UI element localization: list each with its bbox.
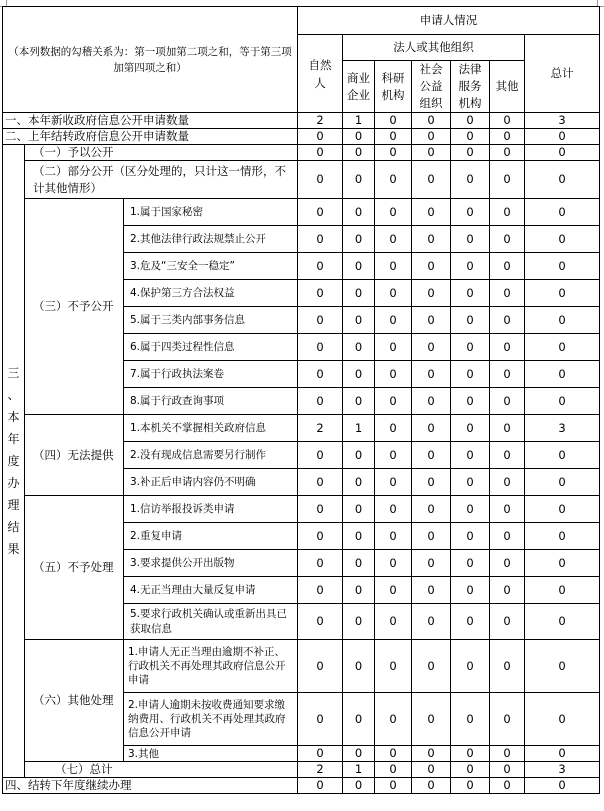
value-cell: 0 — [525, 388, 600, 415]
value-cell: 0 — [298, 226, 343, 253]
value-cell: 0 — [298, 307, 343, 334]
header-legal-org: 法人或其他组织 — [343, 35, 525, 61]
value-cell: 0 — [490, 442, 525, 469]
value-cell: 0 — [375, 577, 412, 604]
value-cell: 0 — [525, 226, 600, 253]
value-cell: 0 — [375, 334, 412, 361]
value-cell: 0 — [298, 280, 343, 307]
value-cell: 0 — [490, 113, 525, 129]
value-cell: 0 — [412, 226, 451, 253]
value-cell: 0 — [375, 161, 412, 199]
table-row — [3, 161, 600, 199]
value-cell: 0 — [375, 145, 412, 161]
value-cell: 0 — [343, 496, 375, 523]
value-cell: 0 — [451, 577, 490, 604]
table-row — [3, 415, 600, 442]
value-cell: 0 — [375, 640, 412, 693]
value-cell: 0 — [525, 496, 600, 523]
value-cell: 0 — [343, 226, 375, 253]
value-cell: 0 — [451, 226, 490, 253]
not-processed-item-label: 1.信访举报投诉类申请 — [124, 496, 298, 523]
value-cell: 0 — [343, 577, 375, 604]
value-cell: 0 — [525, 693, 600, 746]
value-cell: 0 — [451, 640, 490, 693]
value-cell: 0 — [525, 307, 600, 334]
row-label-new-requests: 一、本年新收政府信息公开申请数量 — [3, 113, 298, 129]
value-cell: 0 — [375, 113, 412, 129]
value-cell: 0 — [525, 550, 600, 577]
value-cell: 0 — [490, 640, 525, 693]
value-cell: 0 — [375, 469, 412, 496]
value-cell: 0 — [343, 253, 375, 280]
not-disclosed-item-label: 3.危及“三安全一稳定” — [124, 253, 298, 280]
value-cell: 0 — [490, 226, 525, 253]
value-cell: 0 — [375, 361, 412, 388]
value-cell: 0 — [298, 469, 343, 496]
value-cell: 0 — [490, 388, 525, 415]
header-col-research: 科研机构 — [375, 61, 412, 113]
not-disclosed-item-label: 5.属于三类内部事务信息 — [124, 307, 298, 334]
value-cell: 0 — [298, 129, 343, 145]
value-cell: 0 — [375, 226, 412, 253]
header-note: （本列数据的勾稽关系为：第一项加第二项之和，等于第三项加第四项之和） — [3, 7, 298, 113]
value-cell: 0 — [298, 361, 343, 388]
table-row — [3, 113, 600, 129]
not-processed-item-label: 2.重复申请 — [124, 523, 298, 550]
unable-to-provide-item-label: 3.补正后申请内容仍不明确 — [124, 469, 298, 496]
value-cell: 0 — [490, 361, 525, 388]
value-cell: 0 — [525, 199, 600, 226]
value-cell: 0 — [451, 469, 490, 496]
value-cell: 0 — [451, 253, 490, 280]
value-cell: 0 — [298, 693, 343, 746]
value-cell: 0 — [298, 640, 343, 693]
value-cell: 0 — [412, 280, 451, 307]
value-cell: 0 — [412, 496, 451, 523]
value-cell: 0 — [525, 361, 600, 388]
value-cell: 0 — [490, 778, 525, 794]
value-cell: 0 — [298, 523, 343, 550]
value-cell: 0 — [343, 550, 375, 577]
value-cell: 0 — [375, 496, 412, 523]
header-col-business: 商业企业 — [343, 61, 375, 113]
value-cell: 0 — [451, 388, 490, 415]
row-label-carried-over: 二、上年结转政府信息公开申请数量 — [3, 129, 298, 145]
not-disclosed-item-label: 1.属于国家秘密 — [124, 199, 298, 226]
value-cell: 0 — [451, 129, 490, 145]
value-cell: 0 — [343, 145, 375, 161]
value-cell: 0 — [412, 523, 451, 550]
value-cell: 0 — [525, 577, 600, 604]
value-cell: 0 — [375, 129, 412, 145]
not-processed-label: （五）不予处理 — [25, 496, 124, 640]
value-cell: 0 — [451, 762, 490, 778]
not-disclosed-item-label: 8.属于行政查询事项 — [124, 388, 298, 415]
value-cell: 0 — [412, 161, 451, 199]
not-disclosed-item-label: 4.保护第三方合法权益 — [124, 280, 298, 307]
value-cell: 0 — [490, 307, 525, 334]
value-cell: 0 — [451, 280, 490, 307]
value-cell: 0 — [451, 334, 490, 361]
header-total: 总计 — [525, 35, 600, 113]
value-cell: 0 — [343, 129, 375, 145]
value-cell: 0 — [412, 113, 451, 129]
value-cell: 0 — [490, 693, 525, 746]
value-cell: 0 — [525, 129, 600, 145]
value-cell: 0 — [412, 253, 451, 280]
value-cell: 0 — [375, 388, 412, 415]
other-processing-item-label: 3.其他 — [124, 746, 298, 762]
not-processed-item-label: 4.无正当理由大量反复申请 — [124, 577, 298, 604]
value-cell: 0 — [375, 550, 412, 577]
value-cell: 0 — [375, 253, 412, 280]
value-cell: 0 — [490, 762, 525, 778]
value-cell: 1 — [343, 415, 375, 442]
value-cell: 0 — [343, 469, 375, 496]
table-row — [3, 199, 600, 226]
value-cell: 0 — [375, 693, 412, 746]
value-cell: 0 — [490, 496, 525, 523]
value-cell: 0 — [451, 161, 490, 199]
value-cell: 0 — [298, 604, 343, 640]
value-cell: 3 — [525, 415, 600, 442]
value-cell: 0 — [375, 523, 412, 550]
value-cell: 0 — [298, 334, 343, 361]
not-disclosed-item-label: 7.属于行政执法案卷 — [124, 361, 298, 388]
value-cell: 0 — [375, 604, 412, 640]
unable-to-provide-label: （四）无法提供 — [25, 415, 124, 496]
value-cell: 0 — [343, 442, 375, 469]
value-cell: 3 — [525, 113, 600, 129]
value-cell: 3 — [525, 762, 600, 778]
value-cell: 0 — [298, 577, 343, 604]
value-cell: 0 — [298, 442, 343, 469]
value-cell: 0 — [412, 145, 451, 161]
value-cell: 0 — [412, 334, 451, 361]
value-cell: 2 — [298, 415, 343, 442]
not-disclosed-label: （三）不予公开 — [25, 199, 124, 415]
value-cell: 0 — [490, 550, 525, 577]
value-cell: 0 — [451, 442, 490, 469]
value-cell: 0 — [451, 145, 490, 161]
value-cell: 2 — [298, 113, 343, 129]
value-cell: 0 — [490, 145, 525, 161]
value-cell: 0 — [412, 388, 451, 415]
value-cell: 0 — [490, 161, 525, 199]
value-cell: 0 — [412, 577, 451, 604]
value-cell: 0 — [375, 778, 412, 794]
other-processing-label: （六）其他处理 — [25, 640, 124, 762]
value-cell: 0 — [490, 469, 525, 496]
value-cell: 0 — [451, 307, 490, 334]
other-processing-item-label: 1.申请人无正当理由逾期不补正、行政机关不再处理其政府信息公开申请 — [124, 640, 298, 693]
value-cell: 0 — [451, 199, 490, 226]
value-cell: 0 — [298, 746, 343, 762]
value-cell: 2 — [298, 762, 343, 778]
value-cell: 0 — [525, 161, 600, 199]
value-cell: 0 — [343, 280, 375, 307]
value-cell: 0 — [343, 388, 375, 415]
value-cell: 0 — [298, 199, 343, 226]
header-col-legal-service: 法律服务机构 — [451, 61, 490, 113]
other-processing-item-label: 2.申请人逾期未按收费通知要求缴纳费用、行政机关不再处理其政府信息公开申请 — [124, 693, 298, 746]
value-cell: 0 — [490, 129, 525, 145]
value-cell: 0 — [343, 693, 375, 746]
not-disclosed-item-label: 2.其他法律行政法规禁止公开 — [124, 226, 298, 253]
row-label-disclosed: （一）予以公开 — [25, 145, 298, 161]
value-cell: 0 — [412, 415, 451, 442]
table-row — [3, 762, 600, 778]
value-cell: 0 — [451, 693, 490, 746]
value-cell: 1 — [343, 762, 375, 778]
value-cell: 0 — [343, 778, 375, 794]
value-cell: 0 — [412, 307, 451, 334]
table-row — [3, 778, 600, 794]
value-cell: 0 — [343, 334, 375, 361]
value-cell: 0 — [412, 469, 451, 496]
value-cell: 0 — [343, 199, 375, 226]
value-cell: 0 — [451, 746, 490, 762]
value-cell: 0 — [451, 361, 490, 388]
value-cell: 0 — [490, 415, 525, 442]
value-cell: 0 — [375, 415, 412, 442]
value-cell: 0 — [343, 307, 375, 334]
value-cell: 0 — [525, 746, 600, 762]
value-cell: 0 — [451, 113, 490, 129]
unable-to-provide-item-label: 1.本机关不掌握相关政府信息 — [124, 415, 298, 442]
value-cell: 0 — [412, 550, 451, 577]
table-row — [3, 496, 600, 523]
value-cell: 0 — [298, 145, 343, 161]
value-cell: 0 — [412, 640, 451, 693]
value-cell: 0 — [343, 746, 375, 762]
value-cell: 0 — [298, 550, 343, 577]
value-cell: 0 — [375, 762, 412, 778]
table-row — [3, 145, 600, 161]
value-cell: 0 — [412, 361, 451, 388]
value-cell: 0 — [343, 523, 375, 550]
value-cell: 0 — [343, 361, 375, 388]
value-cell: 1 — [343, 113, 375, 129]
value-cell: 0 — [412, 604, 451, 640]
value-cell: 0 — [375, 280, 412, 307]
value-cell: 0 — [525, 253, 600, 280]
value-cell: 0 — [412, 746, 451, 762]
value-cell: 0 — [343, 640, 375, 693]
value-cell: 0 — [451, 415, 490, 442]
header-col-other: 其他 — [490, 61, 525, 113]
table-row — [3, 640, 600, 693]
header-col-public-welfare: 社会公益组织 — [412, 61, 451, 113]
value-cell: 0 — [490, 746, 525, 762]
value-cell: 0 — [525, 145, 600, 161]
row-label-carry-forward: 四、结转下年度继续办理 — [3, 778, 298, 794]
value-cell: 0 — [490, 577, 525, 604]
value-cell: 0 — [343, 604, 375, 640]
not-processed-item-label: 5.要求行政机关确认或重新出具已获取信息 — [124, 604, 298, 640]
value-cell: 0 — [525, 778, 600, 794]
value-cell: 0 — [525, 442, 600, 469]
value-cell: 0 — [525, 604, 600, 640]
value-cell: 0 — [375, 199, 412, 226]
value-cell: 0 — [298, 496, 343, 523]
value-cell: 0 — [412, 199, 451, 226]
value-cell: 0 — [298, 388, 343, 415]
value-cell: 0 — [525, 280, 600, 307]
value-cell: 0 — [412, 129, 451, 145]
value-cell: 0 — [451, 778, 490, 794]
value-cell: 0 — [490, 253, 525, 280]
unable-to-provide-item-label: 2.没有现成信息需要另行制作 — [124, 442, 298, 469]
value-cell: 0 — [451, 604, 490, 640]
value-cell: 0 — [412, 693, 451, 746]
value-cell: 0 — [375, 442, 412, 469]
header-natural-person: 自然人 — [298, 35, 343, 113]
statistics-table — [2, 6, 600, 794]
value-cell: 0 — [490, 334, 525, 361]
value-cell: 0 — [412, 778, 451, 794]
header-applicant: 申请人情况 — [298, 7, 600, 35]
value-cell: 0 — [298, 778, 343, 794]
value-cell: 0 — [451, 496, 490, 523]
row-label-partially-disclosed: （二）部分公开（区分处理的，只计这一情形，不计其他情形） — [25, 161, 298, 199]
value-cell: 0 — [343, 161, 375, 199]
table-row — [3, 129, 600, 145]
not-processed-item-label: 3.要求提供公开出版物 — [124, 550, 298, 577]
value-cell: 0 — [451, 523, 490, 550]
value-cell: 0 — [490, 523, 525, 550]
row-label-total: （七）总计 — [25, 762, 298, 778]
value-cell: 0 — [412, 762, 451, 778]
value-cell: 0 — [525, 334, 600, 361]
not-disclosed-item-label: 6.属于四类过程性信息 — [124, 334, 298, 361]
value-cell: 0 — [298, 161, 343, 199]
value-cell: 0 — [298, 253, 343, 280]
value-cell: 0 — [412, 442, 451, 469]
value-cell: 0 — [490, 280, 525, 307]
value-cell: 0 — [490, 604, 525, 640]
value-cell: 0 — [451, 550, 490, 577]
value-cell: 0 — [525, 469, 600, 496]
section-3-label: 三 、 本 年 度 办 理 结 果 — [3, 145, 25, 778]
value-cell: 0 — [525, 640, 600, 693]
value-cell: 0 — [375, 746, 412, 762]
value-cell: 0 — [490, 199, 525, 226]
value-cell: 0 — [375, 307, 412, 334]
value-cell: 0 — [525, 523, 600, 550]
